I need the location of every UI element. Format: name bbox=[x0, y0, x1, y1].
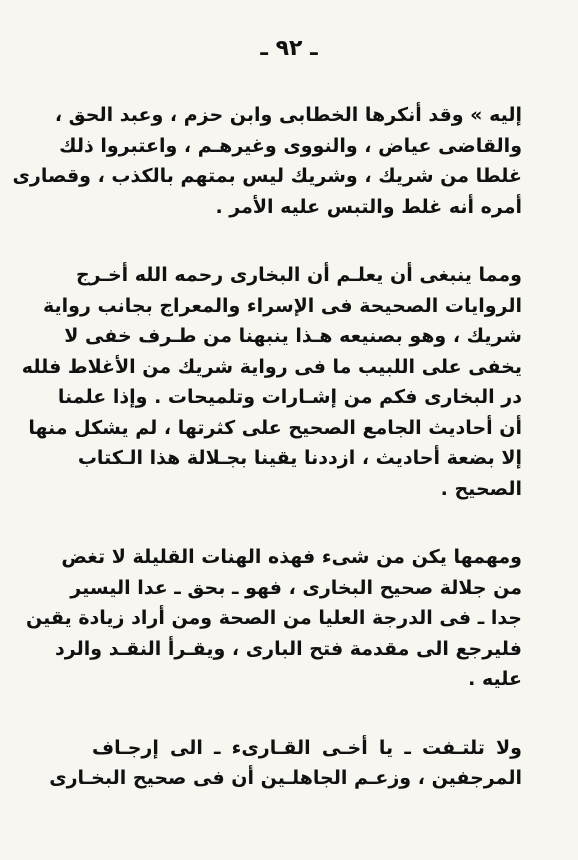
paragraph-2 bbox=[21, 260, 522, 504]
text-line: غلطا من شريك ، وشريك ليس بمتهم بالكذب ، وقصارى bbox=[12, 165, 522, 187]
page-number: ـ ٩٢ ـ bbox=[260, 36, 318, 61]
text-line: أن أحاديث الجامع الصحيح على كثرتها ، لم يشكل منها bbox=[28, 416, 522, 439]
text-line: جدا ـ فى الدرجة العليا من الصحة ومن أراد زيادة يقين bbox=[26, 607, 522, 629]
text-line: إلا بضعة أحاديث ، ازددنا يقينا بجـلالة هذا الـكتاب bbox=[77, 447, 522, 469]
text-line: والقاضى عياض ، والنووى وغيرهـم ، واعتبروا ذلك bbox=[59, 134, 522, 157]
text-line: ولا تلتـفت ـ يا أخـى القـارىء ـ الى إرجـاف bbox=[92, 736, 522, 759]
text-line: فليرجع الى مقدمة فتح البارى ، ويقـرأ النقـد والرد bbox=[55, 637, 522, 660]
text-line: در البخارى فكم من إشـارات وتلميحات . وإذا علمنا bbox=[57, 386, 522, 408]
paragraph-1 bbox=[12, 100, 522, 222]
text-line: يخفى على اللبيب ما فى رواية شريك من الأغلاط فلله bbox=[21, 355, 522, 378]
text-line: الصحيح . bbox=[440, 477, 522, 500]
page-body bbox=[12, 100, 522, 832]
text-line: ومما ينبغى أن يعلـم أن البخارى رحمه الله أخـرج bbox=[75, 264, 522, 286]
paragraph-3 bbox=[26, 542, 522, 695]
paragraph-4 bbox=[49, 733, 522, 794]
text-line: عليه . bbox=[468, 668, 522, 690]
text-line: إليه » وقد أنكرها الخطابى وابن حزم ، وعبد الحق ، bbox=[54, 104, 522, 126]
text-line: الروايات الصحيحة فى الإسراء والمعراج بجانب رواية bbox=[43, 294, 522, 317]
text-line: شريك ، وهو بصنيعه هـذا ينبهنا من طـرف خفى لا bbox=[64, 325, 522, 347]
text-line: المرجفين ، وزعـم الجاهلـين أن فى صحيح البخـارى bbox=[49, 767, 522, 789]
text-line: أمره أنه غلط والتبس عليه الأمر . bbox=[215, 195, 522, 218]
text-line: ومهمها يكن من شىء فهذه الهنات القليلة لا تغض bbox=[61, 546, 522, 568]
text-line: من جلالة صحيح البخارى ، فهو ـ بحق ـ عدا اليسير bbox=[70, 576, 522, 599]
